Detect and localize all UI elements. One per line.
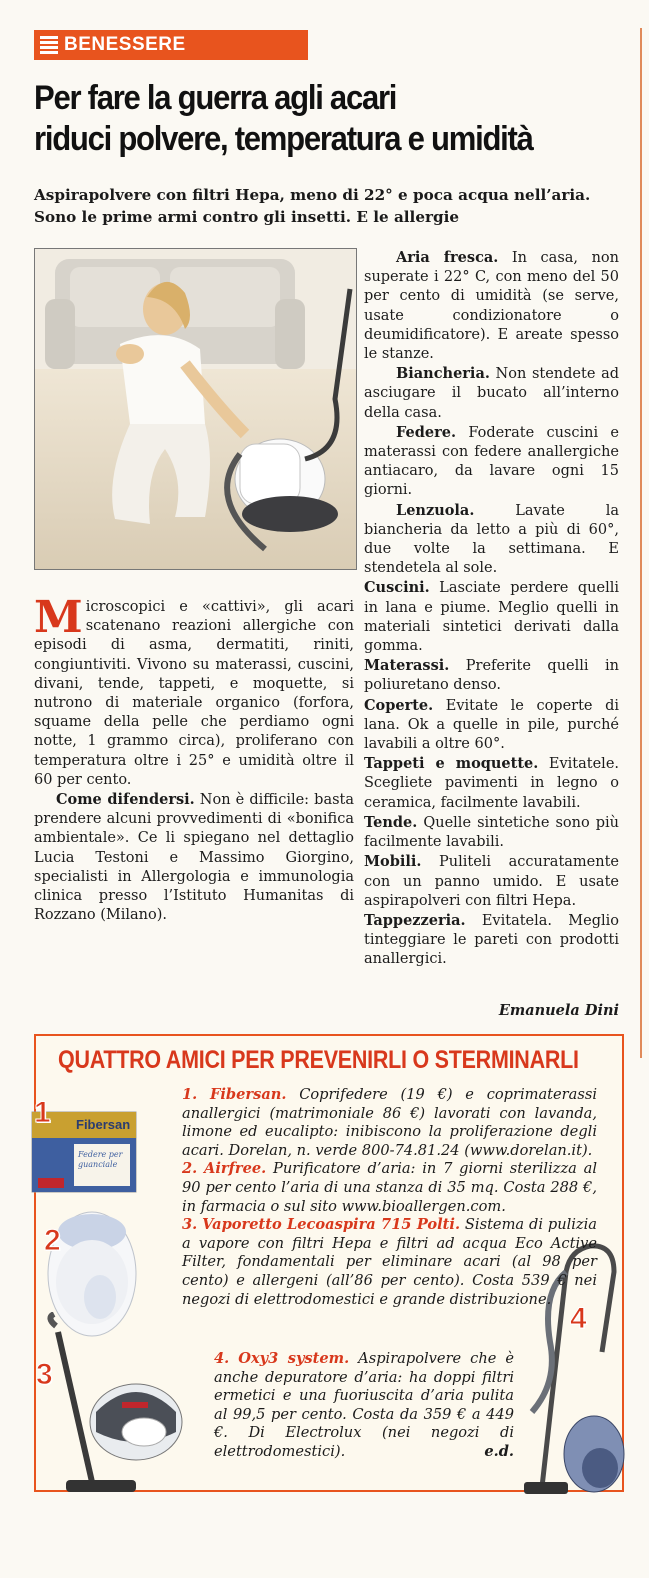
byline: Emanuela Dini — [498, 1002, 619, 1019]
column-rule — [640, 28, 642, 1058]
stripes-icon — [40, 36, 58, 54]
tip-item: Tende. Quelle sintetiche sono più facilmente lavabili. — [364, 813, 619, 851]
tip-item: Aria fresca. In casa, non superate i 22° C, con meno del 50 per cento di umidità (se serve, usate condizionatore o deumidificatore). E areate spesso le stanze. — [364, 249, 619, 363]
tip-item: Tappezzeria. Evitatela. Meglio tinteggiare le pareti con prodotti anallergici. — [364, 911, 619, 968]
defense-lead: Come difendersi. — [56, 791, 195, 809]
tip-item: Lenzuola. Lavate la biancheria da letto a più di 60°, due volte la settimana. E stendetela al sole. — [364, 501, 619, 577]
product-item: 3. Vaporetto Lecoaspira 715 Polti. Sistema di pulizia a vapore con filtri Hepa e filtri ad acqua Eco Active Filter, fondamentali per eliminare acari (al 98 per cento) e allergeni (all’86 per cento). Costa 539 € nei negozi di elettrodomestici e grande distribuzione. — [182, 1216, 597, 1308]
tip-item: Cuscini. Lasciate perdere quelli in lana e piume. Meglio quelli in materiali sintetici derivati dalla gomma. — [364, 579, 619, 655]
fibersan-sub: Federe per guanciale — [78, 1150, 123, 1169]
intro-paragraph: Microscopici e «cattivi», gli acari scatenano reazioni allergiche con episodi di asma, dermatiti, riniti, congiuntiviti. Vivono su materassi, cuscini, divani, tende, tappeti, e moquette, si nutrono di materiale organico (forfora, squame della pelle che perdiamo ogni notte, 1 grammo circa), proliferano con temperatura oltre i 25° e umidità oltre il 60 per cento. — [34, 592, 354, 788]
product-item: 1. Fibersan. Coprifedere (19 €) e coprimaterassi anallergici (matrimoniale 86 €) lavorati con lavanda, limone ed eucalipto: inibiscono la proliferazione degli acari. Dorelan, n. verde 800-74.81.24 (www.dorelan.it). — [182, 1086, 598, 1159]
headline-line-1: Per fare la guerra agli acari — [34, 79, 397, 117]
box-title: QUATTRO AMICI PER PREVENIRLI O STERMINARLI — [58, 1046, 579, 1074]
tip-item: Tappeti e moquette. Evitatele. Scegliete pavimenti in legno o ceramica, facilmente lavabili. — [364, 755, 620, 811]
product-name: Fibersan. — [210, 1086, 287, 1103]
box-signature: e.d. — [484, 1442, 514, 1460]
product-item: 2. Airfree. Purificatore d’aria: in 7 giorni sterilizza al 90 per cento l’aria di una stanza di 35 mq. Costa 288 €, in farmacia o sul sito www.bioallergen.com. — [182, 1160, 597, 1215]
product-name: Oxy3 system. — [238, 1350, 350, 1367]
headline-line-2: riduci polvere, temperatura e umidità — [34, 120, 533, 158]
badge-3: 3 — [36, 1358, 53, 1391]
product-name: Airfree. — [204, 1160, 267, 1178]
product-item: 4. Oxy3 system. Aspirapolvere che è anche depuratore d’aria: ha doppi filtri ermetici e una fuoriuscita d’aria pulita al 99,5 per cento. Costa da 359 € a 449 €. Di Electrolux (nei negozi di elettrodomestici). e.d. — [214, 1350, 514, 1460]
intro-column — [34, 592, 354, 925]
badge-4: 4 — [570, 1302, 587, 1335]
badge-2: 2 — [44, 1224, 61, 1257]
headline — [34, 78, 565, 160]
article-photo — [34, 248, 357, 570]
tips-column — [364, 248, 619, 970]
products-box — [34, 1034, 624, 1492]
fibersan-label: Fibersan — [76, 1117, 131, 1132]
defense-paragraph: Come difendersi. Non è difficile: basta prendere alcuni provvedimenti di «bonifica ambientale». Ce li spiegano nel dettaglio Lucia Testoni e Massimo Giorgino, specialisti in Allergologia e immunologia clinica presso l’Istituto Humanitas di Rozzano (Milano). — [34, 791, 354, 924]
tip-item: Materassi. Preferite quelli in poliuretano denso. — [364, 657, 619, 694]
tip-item: Mobili. Puliteli accuratamente con un panno umido. E usate aspirapolveri con filtri Hepa. — [364, 853, 619, 909]
tip-item: Coperte. Evitate le coperte di lana. Ok a quelle in pile, purché lavabili a oltre 60°. — [364, 696, 619, 753]
section-tag — [34, 30, 308, 60]
polti-product-image — [26, 1312, 186, 1502]
tip-item: Federe. Foderate cuscini e materassi con federe anallergiche antiacaro, da lavare ogni 15 giorni. — [364, 423, 619, 499]
tip-item: Biancheria. Non stendete ad asciugare il bucato all’interno della casa. — [364, 365, 619, 421]
product-name: Vaporetto Lecoaspira 715 Polti. — [202, 1216, 461, 1234]
products-list — [182, 1086, 597, 1309]
standfirst: Aspirapolvere con filtri Hepa, meno di 22° e poca acqua nell’aria. Sono le prime armi contro gli insetti. E le allergie — [34, 186, 591, 226]
badge-1: 1 — [34, 1096, 51, 1129]
drop-cap: M — [34, 592, 83, 643]
section-label: BENESSERE — [64, 34, 186, 55]
